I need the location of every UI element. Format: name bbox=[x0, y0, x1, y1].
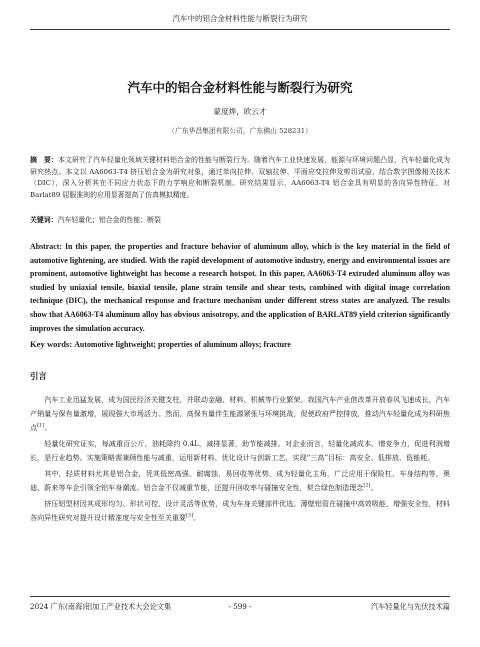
abstract-english bbox=[30, 240, 450, 335]
body-paragraph bbox=[30, 467, 450, 495]
paragraph-text: 汽车工业迅猛发展，成为国民经济关键支柱，并联动金融、材料、机械等行业繁荣。我国汽车产业借改革开放春风飞速成长，汽车产销量与保有量激增，展现强大市场活力。然而，高保有量伴生能源紧张与环境挑战，促使政府严控排放，推动汽车轻量化成为科研焦点 bbox=[30, 395, 450, 432]
body-text bbox=[30, 393, 450, 527]
keywords-chinese bbox=[30, 215, 450, 226]
citation-ref[interactable]: [1] bbox=[37, 422, 45, 429]
body-paragraph: 轻量化研究证实，每减重百公斤，油耗降约 0.4L，减排显著，助节能减排。对企业而言，轻量化减成本、增竞争力，促进利润增长，是行业趋势。实施策略需兼顾性能与减重，运用新材料、优化设计与创新工艺，实现“三高”目标：高安全、低排放、低能耗。 bbox=[30, 439, 450, 462]
body-paragraph bbox=[30, 497, 450, 525]
paper-authors: 蒙度烨，欧云才 bbox=[213, 107, 267, 116]
paragraph-end: 。 bbox=[193, 513, 201, 522]
keywords-chinese-text: 汽车轻量化；铝合金的性能；断裂 bbox=[57, 216, 161, 224]
footer-rule bbox=[30, 596, 450, 597]
abstract-english-text: In this paper, the properties and fracture behavior of aluminum alloy, which is the key material in the field of automotive lightening, are studied. With the rapid development of automotive industry, energy and environmental issues are prominent, automotive lightweight has become a research hotspot. In this paper, AA6063-T4 extruded aluminum alloy was studied by uniaxial tensile, biaxial tensile, plane strain tensile and shear tests, combined with digital image correlation technique (DIC), the mechanical response and fracture mechanism under different stress states are analyzed. The results show that AA6063-T4 aluminum alloy has obvious anisotropy, and the application of BARLAT89 yield criterion significantly improves the simulation accuracy. bbox=[30, 242, 450, 333]
keywords-english bbox=[30, 339, 450, 350]
paper-title: 汽车中的铝合金材料性能与断裂行为研究 bbox=[127, 80, 353, 95]
keywords-english-label: Key words: bbox=[30, 339, 73, 349]
header-rule bbox=[30, 29, 450, 30]
citation-ref[interactable]: [3] bbox=[186, 512, 194, 519]
body-paragraph bbox=[30, 393, 450, 435]
footer-page-number: - 599 - bbox=[228, 602, 252, 611]
footer-proceedings: 2024 广东(南海)铝加工产业技术大会论文集 bbox=[30, 602, 172, 611]
abstract-chinese bbox=[30, 155, 450, 201]
paragraph-text: 其中，轻质材料尤其是铝合金，凭其低密高强、耐腐蚀、易回收等优势，成为轻量化主角，广泛应用于保险杠、车身结构等，奥迪、蔚来等车企引领全铝车身潮流。铝合金不仅减重节能，还提升回收率与碰撞安全性，契合绿色制造理念 bbox=[30, 469, 450, 492]
paragraph-end: 。 bbox=[44, 423, 52, 432]
paragraph-end: 。 bbox=[370, 483, 378, 492]
footer-section: 汽车轻量化与先伏技术篇 bbox=[370, 602, 450, 611]
abstract-chinese-text: 本文研究了汽车轻量化领域关键材料铝合金的性能与断裂行为。随着汽车工业快速发展，能源与环境问题凸显，汽车轻量化成为研究热点。本文以 AA6063-T4 挤压铝合金为研究对象，通过单向拉伸、双轴拉伸、平面应变拉伸及剪切试验，结合数字图像相关技术（DIC），深入分析其在不同应力状态下的力学响应和断裂机制。研究结果显示，AA6063-T4 铝合金具有明显的各向异性特征，对 Barlat89 屈服准则的应用显著提高了仿真模拟精度。 bbox=[30, 156, 451, 199]
keywords-chinese-label: 关键词： bbox=[30, 216, 58, 224]
citation-ref[interactable]: [2] bbox=[363, 482, 371, 489]
abstract-chinese-label: 摘 要： bbox=[30, 156, 59, 164]
running-header: 汽车中的铝合金材料性能与断裂行为研究 bbox=[172, 14, 308, 23]
paragraph-text: 挤压铝型材因其成形均匀、形状可控、设计灵活等优势，成为车身关键部件优选。薄壁铝管在碰撞中高效吸能，增强安全性，材料各向异性研究对提升设计精准度与安全性至关重要 bbox=[30, 499, 450, 522]
section-heading-introduction: 引言 bbox=[30, 371, 47, 381]
keywords-english-text: Automotive lightweight; properties of aluminum alloys; fracture bbox=[74, 340, 291, 349]
paper-affiliation: （广东华昌集团有限公司，广东佛山 528231） bbox=[168, 127, 312, 135]
abstract-english-label: Abstract: bbox=[30, 242, 62, 251]
